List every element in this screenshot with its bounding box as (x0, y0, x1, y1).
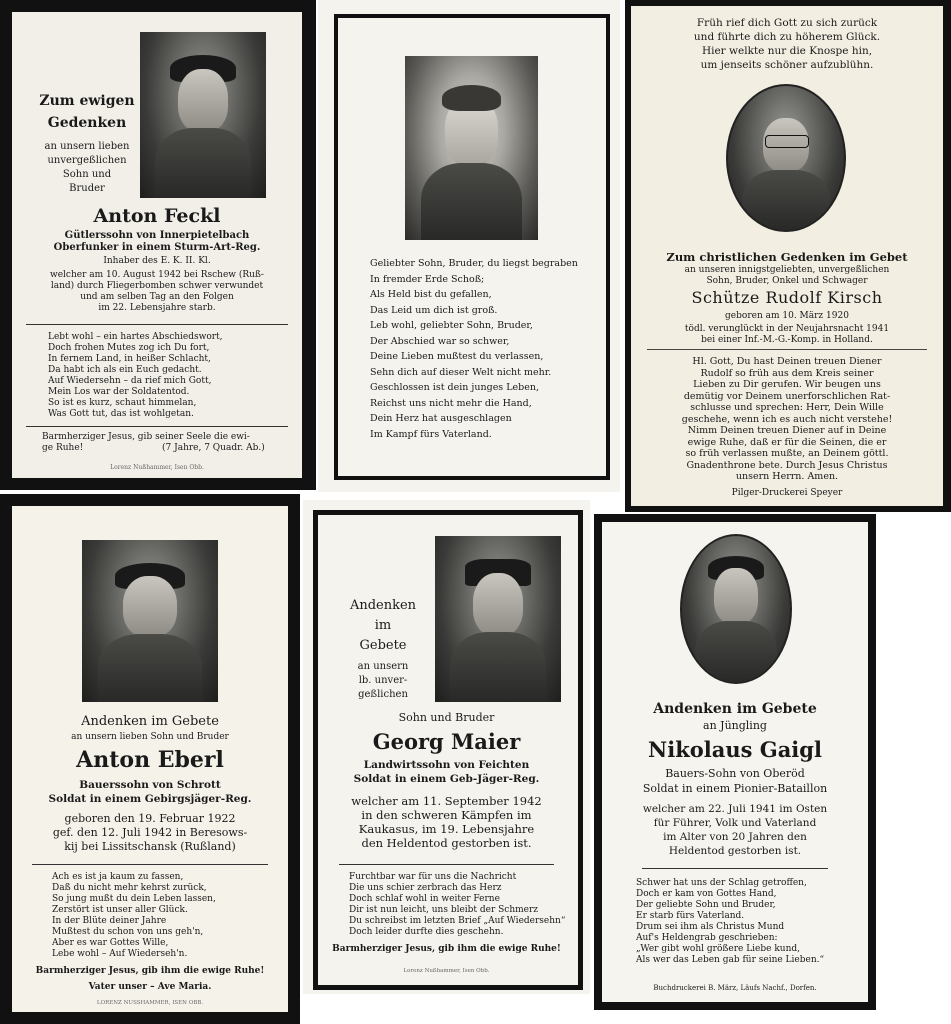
card-paper (631, 6, 943, 506)
portrait-photo (680, 534, 792, 684)
deceased-details: Bauers-Sohn von Oberöd Soldat in einem Pionier-Bataillon (642, 767, 828, 795)
divider (339, 864, 554, 865)
indulgence-text: (7 Jahre, 7 Quadr. Ab.) (162, 443, 265, 453)
birth-date: geboren am 10. März 1920 (725, 311, 849, 321)
memorial-verse: Geliebter Sohn, Bruder, du liegst begraben In fremder Erde Schoß; Als Held bist du gefallen, Das Leid um dich ist groß. Leb wohl, geliebter Sohn, Bruder, Der Abschied war so schwer, Deine Lieben mußtest du verlassen, Sehn dich auf dieser Welt nicht mehr. Geschlossen ist dein junges Leben, Reichst uns nicht mehr die Hand, Dein Herz hat ausgeschlagen Im Kampf fürs Vaterland. (370, 258, 578, 440)
deceased-name: Anton Feckl (93, 205, 221, 227)
card-heading: Zum ewigen Gedenken (39, 93, 135, 131)
life-dates: geboren den 19. Februar 1922 gef. den 12. Juli 1942 in Beresows- kij bei Lissitschansk (Rußland) (52, 812, 248, 853)
prayer-text: Barmherziger Jesus, gib seiner Seele die ewi- ge Ruhe! (42, 432, 250, 453)
prayer-text: Barmherziger Jesus, gib ihm die ewige Ruhe! (332, 944, 561, 954)
death-details: welcher am 11. September 1942 in den schweren Kämpfen im Kaukasus, im 19. Lebensjahre den Heldentod gestorben ist. (351, 794, 542, 850)
printer-imprint: Pilger-Druckerei Speyer (731, 488, 843, 498)
memorial-verse: Lebt wohl – ein hartes Abschiedswort, Doch frohen Mutes zog ich Du fort, In fernem Land, in heißer Schlacht, Da habt ich als ein Euch gedacht. Auf Wiedersehn – da rief mich Gott, Mein Los war der Soldatentod. So ist es kurz, schaut himmelan, Was Gott tut, das ist wohlgetan. (48, 332, 223, 419)
printer-imprint: Buchdruckerei B. März, Läufs Nachf., Dorfen. (653, 984, 817, 992)
prayer-text: Hl. Gott, Du hast Deinen treuen Diener Rudolf so früh aus dem Kreis seiner Lieben zu Dir gerufen. Wir beugen uns demütig vor Deinem unerforschlichen Rat- schlusse und sprechen: Herr, Dein Wille geschehe, wenn ich es auch nicht verstehe! Nimm Deinen treuen Diener auf in Deine ewige Ruhe, daß er für die Seinen, die er so früh verlassen mußte, an Deinem göttl. Gnadenthrone bete. Durch Jesus Christus unsern Herrn. Amen. (681, 356, 893, 482)
deceased-name: Anton Eberl (76, 747, 224, 773)
memorial-card-eberl (0, 494, 300, 1024)
card-intro: an unsern lieben Sohn und Bruder (71, 732, 229, 742)
portrait-photo (435, 536, 561, 702)
card-heading: Andenken im Gebete (653, 701, 817, 717)
card-heading: Andenken im Gebete (81, 714, 219, 729)
prayer-text: Barmherziger Jesus, gib ihm die ewige Ruhe! (35, 966, 265, 976)
relation-text: Sohn und Bruder (398, 711, 495, 724)
death-details: tödl. verunglückt in der Neujahrsnacht 1941 bei einer Inf.-M.-G.-Komp. in Holland. (684, 324, 890, 345)
memorial-verse: Schwer hat uns der Schlag getroffen, Doch er kam von Gottes Hand, Der geliebte Sohn und Bruder, Er starb fürs Vaterland. Drum sei ihm als Christus Mund Auf's Heldengrab geschrieben: „Wer gibt wohl größere Liebe kund, Als wer das Leben gab für seine Lieben.“ (636, 878, 825, 965)
card-intro: an Jüngling (703, 719, 767, 732)
deceased-details: Gütlerssohn von Innerpietelbach Oberfunker in einem Sturm-Art-Reg. (53, 230, 261, 253)
deceased-details: Bauerssohn von Schrott Soldat in einem Gebirgsjäger-Reg. (48, 779, 252, 805)
memorial-card-gaigl (594, 514, 876, 1010)
printer-imprint: Lorenz Nußhammer, Isen Obb. (110, 464, 204, 471)
portrait-photo (140, 32, 266, 198)
card-intro: an unsern lb. unver- geßlichen (357, 661, 409, 700)
death-details: welcher am 22. Juli 1941 im Osten für Führer, Volk und Vaterland im Alter von 20 Jahren den Heldentod gestorben ist. (642, 803, 828, 857)
deceased-name: Nikolaus Gaigl (648, 737, 822, 762)
divider (26, 426, 288, 427)
death-details: welcher am 10. August 1942 bei Rschew (Ruß- land) durch Fliegerbomben schwer verwundet und am selben Tag an den Folgen im 22. Lebensjahre starb. (50, 270, 264, 313)
divider (32, 864, 268, 865)
card-heading: Zum christlichen Gedenken im Gebet (666, 250, 908, 264)
award-text: Inhaber des E. K. II. Kl. (103, 256, 211, 266)
card-paper (602, 522, 868, 1002)
card-paper (12, 12, 302, 478)
printer-imprint: LORENZ NUSSHAMMER, ISEN OBB. (96, 1000, 204, 1006)
divider (647, 349, 927, 350)
portrait-photo (82, 540, 218, 702)
memorial-verse: Furchtbar war für uns die Nachricht Die uns schier zerbrach das Herz Doch schlaf wohl in weiter Ferne Dir ist nun leicht, uns bleibt der Schmerz Du schreibst im letzten Brief „Auf Wiedersehn“ Doch leider durfte dies geschehn. (349, 872, 566, 937)
memorial-card-feckl (0, 0, 316, 490)
deceased-details: Landwirtssohn von Feichten Soldat in einem Geb-Jäger-Reg. (353, 759, 540, 785)
divider (26, 324, 288, 325)
card-paper (12, 506, 288, 1012)
portrait-photo (405, 56, 538, 240)
card-heading: Andenken im Gebete (349, 598, 417, 653)
deceased-name: Georg Maier (372, 729, 521, 754)
closing-text: Vater unser – Ave Maria. (88, 982, 212, 992)
divider (642, 868, 828, 869)
memorial-verse: Ach es ist ja kaum zu fassen, Daß du nicht mehr kehrst zurück, So jung mußt du dein Leben lassen, Zerstört ist unser aller Glück. In der Blüte deiner Jahre Mußtest du schon von uns geh'n, Aber es war Gottes Wille, Lebe wohl – Auf Wiederseh'n. (52, 872, 216, 959)
portrait-photo (726, 84, 846, 232)
card-intro: an unsern lieben unvergeßlichen Sohn und Bruder (44, 141, 130, 194)
memorial-card-kirsch (625, 0, 951, 512)
memorial-card-maier (303, 500, 590, 994)
deceased-name: Schütze Rudolf Kirsch (691, 288, 883, 307)
memorial-card-poem (318, 0, 620, 492)
opening-verse: Früh rief dich Gott zu sich zurück und führte dich zu höherem Glück. Hier welkte nur die Knospe hin, um jenseits schöner aufzublühn. (693, 17, 881, 71)
card-intro: an unseren innigstgeliebten, unvergeßlichen Sohn, Bruder, Onkel und Schwager (684, 265, 890, 286)
printer-imprint: Lorenz Nußhammer, Isen Obb. (403, 968, 490, 974)
